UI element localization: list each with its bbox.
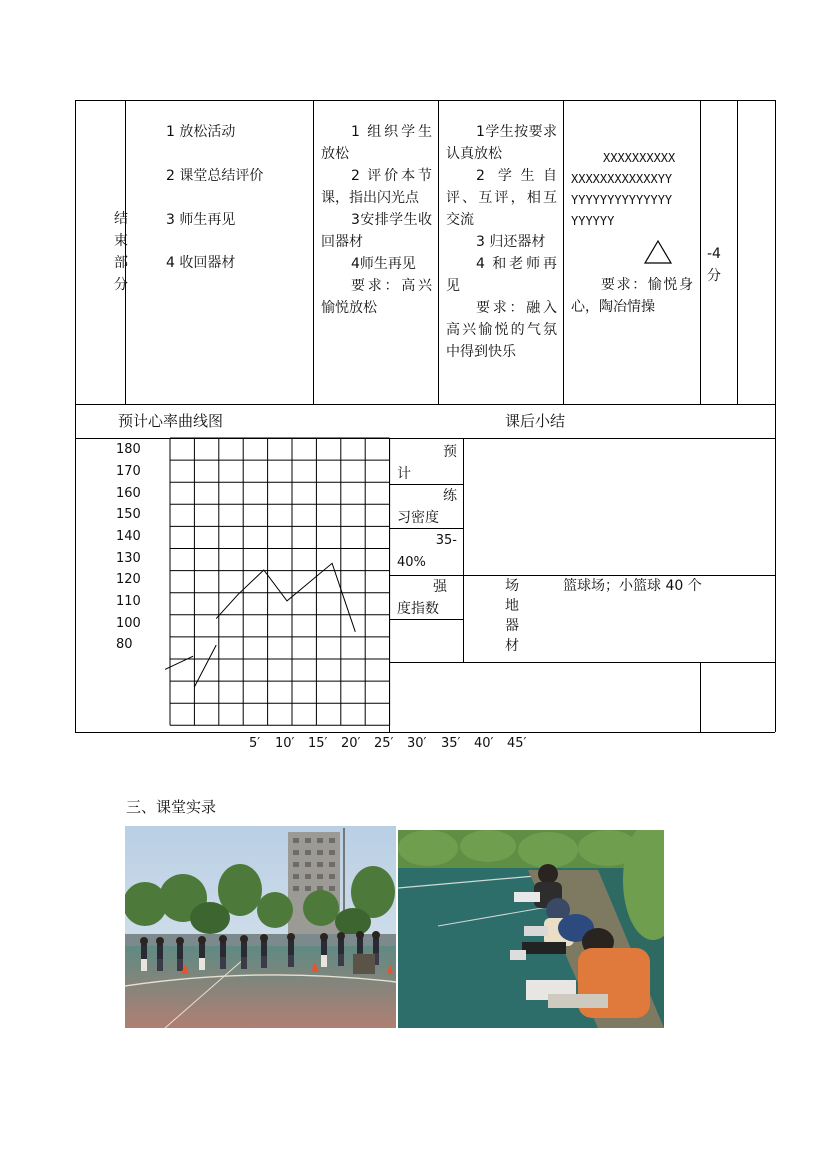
teacher-triangle-icon — [643, 239, 673, 265]
y-tick-label: 120 — [116, 572, 141, 587]
x-tick-label: 10′ — [275, 736, 295, 751]
heart-rate-line-segment-3 — [216, 563, 355, 632]
student-activities: 1学生按要求认真放松 2 学生自评、互评，相互交流 3 归还器材 4 和老师再见 要求：融入高兴愉悦的气氛中得到快乐 — [446, 124, 557, 360]
summary-title: 课后小结 — [505, 412, 566, 430]
teacher-activities: 1 组织学生放松 2 评价本节课，指出闪光点 3安排学生收回器材 4师生再见 要求：高兴愉悦放松 — [321, 124, 432, 316]
content-item: 4 收回器材 — [166, 255, 236, 271]
formation-requirement: 要求：愉悦身心，陶冶情操 — [571, 277, 693, 315]
y-tick-label: 130 — [116, 551, 141, 566]
y-tick-label: 160 — [116, 486, 141, 501]
content-item: 3 师生再见 — [166, 212, 236, 228]
x-tick-label: 30′ — [407, 736, 427, 751]
x-tick-label: 35′ — [441, 736, 461, 751]
y-tick-label: 100 — [116, 616, 141, 631]
intensity-label: 强 度指数 — [397, 579, 447, 617]
formation-diagram: XXXXXXXXXX XXXXXXXXXXXXYY YYYYYYYYYYYYYY YYYYYY — [571, 151, 676, 228]
time-value: -4分 — [707, 246, 721, 284]
content-item: 1 放松活动 — [166, 124, 236, 140]
content-item: 2 课堂总结评价 — [166, 168, 264, 184]
x-tick-label: 15′ — [308, 736, 328, 751]
venue-label: 场 地 器 材 — [505, 578, 519, 654]
y-tick-label: 140 — [116, 529, 141, 544]
heart-rate-chart — [160, 432, 400, 738]
y-tick-label: 170 — [116, 464, 141, 479]
venue-value: 篮球场；小篮球 40 个 — [563, 578, 702, 594]
y-tick-label: 80 — [116, 637, 133, 652]
density-value: 35- 40% — [397, 533, 457, 570]
x-tick-label: 25′ — [374, 736, 394, 751]
section-label: 结 束 部 分 — [114, 211, 128, 293]
heart-rate-line-segment-1 — [165, 656, 193, 669]
x-tick-label: 45′ — [507, 736, 527, 751]
y-tick-label: 180 — [116, 442, 141, 457]
density-label-2: 练 习密度 — [397, 488, 457, 526]
heart-rate-title: 预计心率曲线图 — [118, 412, 224, 430]
students-writing-photo — [398, 830, 664, 1028]
classroom-record-heading: 三、课堂实录 — [126, 798, 217, 816]
y-tick-label: 150 — [116, 507, 141, 522]
y-tick-label: 110 — [116, 594, 141, 609]
x-tick-label: 20′ — [341, 736, 361, 751]
density-label: 预 计 — [397, 444, 457, 482]
x-tick-label: 5′ — [249, 736, 261, 751]
x-tick-label: 40′ — [474, 736, 494, 751]
students-lined-up-photo — [125, 826, 396, 1028]
